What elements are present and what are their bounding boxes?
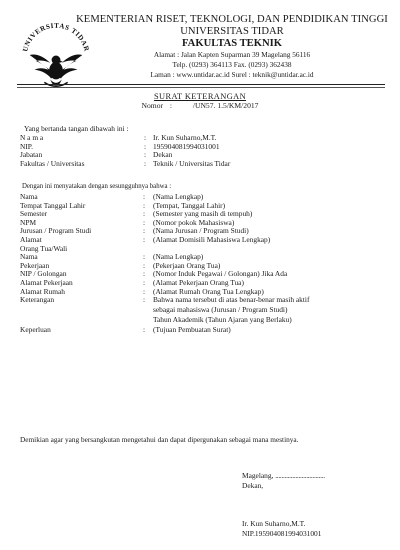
row-colon: : (143, 209, 146, 219)
letterhead (0, 0, 400, 84)
address: Alamat : Jalan Kapten Suparman 39 Magelang 56116 (153, 50, 311, 59)
row-label: N a m a (20, 133, 44, 142)
row-colon: : (143, 269, 146, 279)
row-value-cont: Tahun Akademik (Tahun Ajaran yang Berlaku) (153, 315, 292, 325)
row-value: (Alamat Pekerjaan Orang Tua) (153, 277, 244, 287)
signer-position: Dekan, (242, 481, 264, 490)
row-colon: : (143, 295, 146, 305)
row-colon: : (143, 192, 146, 201)
row-value: (Nama Lengkap) (153, 252, 204, 262)
row-label: Nama (20, 192, 38, 201)
row-value: Teknik / Universitas Tidar (153, 158, 231, 168)
row-label: NPM (20, 217, 37, 227)
row-colon: : (143, 234, 146, 244)
row-colon: : (143, 277, 146, 287)
letterhead-rule-thin (17, 87, 385, 88)
signer-intro: Yang bertanda tangan dibawah ini : (24, 124, 129, 133)
row-label: Tempat Tanggal Lahir (20, 200, 86, 210)
row-label: Pekerjaan (20, 260, 50, 270)
row-label: NIP. (20, 141, 33, 151)
row-value-cont: sebagai mahasiswa (Jurusan / Program Studi) (153, 304, 288, 314)
signer-name: Ir. Kun Suharno,M.T. (242, 519, 306, 528)
row-label: Jabatan (20, 150, 43, 160)
row-colon: : (144, 158, 147, 168)
date-blank: ................................ (275, 471, 325, 480)
number-label: Nomor (141, 101, 164, 110)
parent-heading-row (20, 245, 390, 254)
phone-fax: Telp. (0293) 364113 Fax. (0293) 362438 (172, 60, 292, 69)
row-colon: : (143, 217, 146, 227)
row-value: Dekan (153, 150, 173, 160)
web-email: Laman : www.untidar.ac.id Surel : teknik@untidar.ac.id (150, 70, 314, 79)
letter-title: SURAT KETERANGAN (153, 92, 247, 101)
row-colon: : (144, 150, 147, 160)
ministry-name: KEMENTERIAN RISET, TEKNOLOGI, DAN PENDIDIKAN TINGGI (76, 14, 388, 25)
keperluan-row (20, 326, 390, 335)
place-date-label: Magelang, (242, 471, 276, 480)
row-label: Alamat Rumah (20, 286, 65, 296)
number-colon: : (169, 101, 173, 110)
student-table (20, 193, 390, 334)
row-label: Semester (20, 209, 48, 219)
row-value: 195904081994031001 (153, 141, 220, 151)
row-label: Alamat (20, 234, 42, 244)
row-value: (Nama Jurusan / Program Studi) (153, 226, 249, 236)
row-colon: : (144, 133, 147, 142)
row-colon: : (143, 286, 146, 296)
row-value: (Pekerjaan Orang Tua) (153, 260, 221, 270)
letter-number (0, 101, 400, 110)
closing-paragraph: Demikian agar yang bersangkutan mengetahui dan dapat dipergunakan sebagai mana mestinya. (20, 435, 299, 444)
row-value: (Semester yang masih di tempuh) (153, 209, 253, 219)
row-label: Alamat Pekerjaan (20, 277, 73, 287)
row-label: Jurusan / Program Studi (20, 226, 92, 236)
signer-nip: NIP.195904081994031001 (242, 529, 322, 538)
signer-table (20, 134, 390, 168)
faculty-name: FAKULTAS TEKNIK (182, 38, 282, 49)
signer-row (20, 143, 390, 152)
parent-row (20, 296, 390, 305)
row-value: (Tempat, Tanggal Lahir) (153, 200, 226, 210)
student-intro: Dengan ini menyatakan dengan sesungguhnya bahwa : (22, 183, 172, 190)
signer-row (20, 160, 390, 169)
row-value: (Alamat Rumah Orang Tua Lengkap) (153, 286, 264, 296)
logo-text: UNIVERSITAS TIDAR (21, 21, 91, 53)
row-label: Fakultas / Universitas (20, 158, 85, 168)
row-value: (Alamat Domisili Mahasiswa Lengkap) (153, 234, 271, 244)
row-colon: : (143, 252, 146, 262)
row-colon: : (143, 260, 146, 270)
student-row (20, 236, 390, 245)
parent-heading: Orang Tua/Wali (20, 243, 68, 253)
number-value: /UN57. 1.5/KM/2017 (192, 101, 259, 110)
university-name: UNIVERSITAS TIDAR (180, 26, 284, 37)
row-colon: : (143, 226, 146, 236)
row-label: Keperluan (20, 324, 51, 334)
row-value: Bahwa nama tersebut di atas benar-benar masih aktif (153, 295, 310, 305)
row-value: (Tujuan Pembuatan Surat) (153, 324, 231, 334)
keterangan-cont-row (20, 305, 390, 316)
row-value: Ir. Kun Suharno,M.T. (153, 133, 217, 142)
row-label: Nama (20, 252, 38, 262)
row-colon: : (143, 324, 146, 334)
row-colon: : (144, 141, 147, 151)
place-date (242, 471, 325, 481)
letterhead-rule (17, 84, 385, 85)
row-value: (Nomor Induk Pegawai / Golongan) Jika Ada (153, 269, 288, 279)
row-label: Keterangan (20, 295, 55, 305)
row-colon: : (143, 200, 146, 210)
row-value: (Nomor pokok Mahasiswa) (153, 217, 235, 227)
row-label: NIP / Golongan (20, 269, 67, 279)
row-value: (Nama Lengkap) (153, 192, 204, 201)
